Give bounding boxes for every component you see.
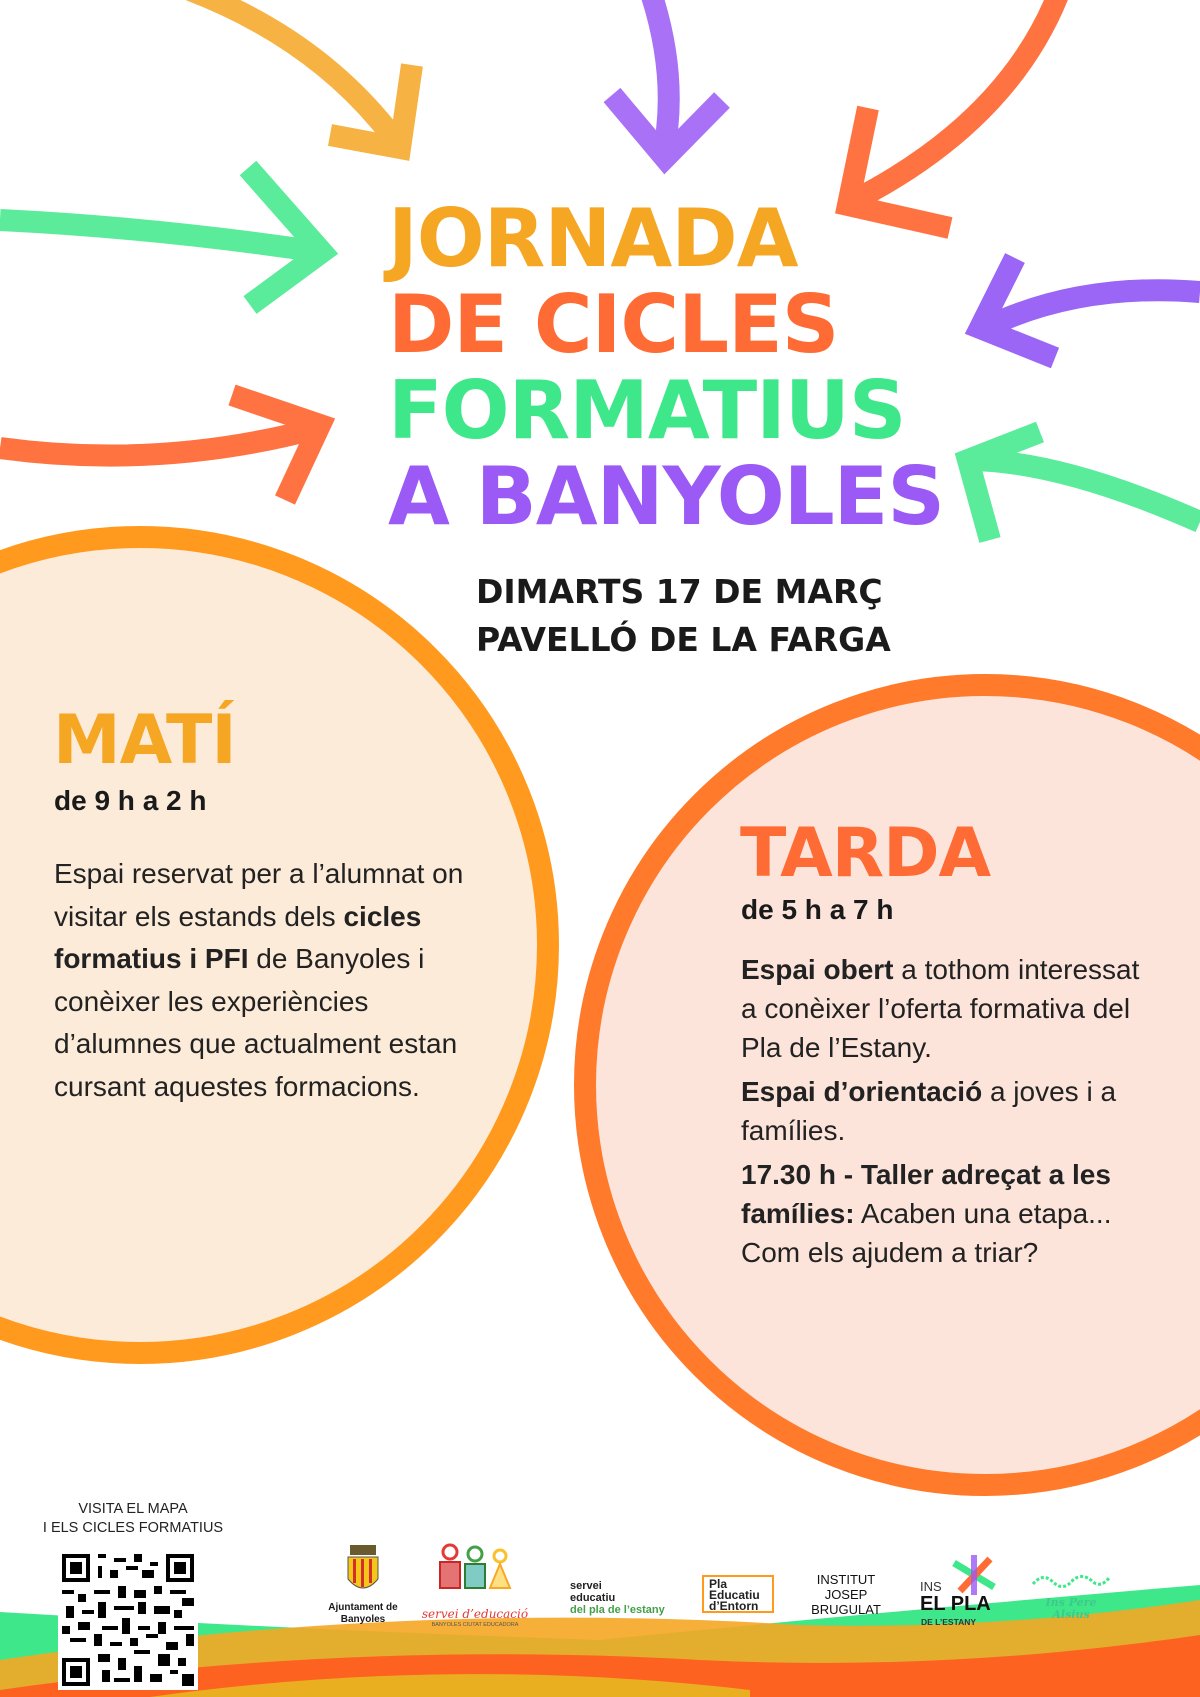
tarda-description (741, 950, 1151, 1277)
tarda-p2-rest: a joves i a famílies. (741, 1076, 1117, 1146)
logo-servei-educatiu[interactable] (570, 1580, 665, 1616)
children-figures-icon (430, 1540, 520, 1602)
pla-educatiu-line-3: d’Entorn (709, 1599, 759, 1613)
institut-line-1: INSTITUT (816, 1572, 876, 1587)
ins-pla-line-2: EL PLA (920, 1593, 991, 1615)
qr-code-icon (62, 1554, 194, 1686)
mati-description (54, 853, 484, 1108)
event-date: DIMARTS 17 DE MARÇ (476, 572, 883, 611)
coat-of-arms-icon (344, 1545, 382, 1597)
mati-title: MATÍ (53, 701, 236, 780)
logo-ins-pere-alsius[interactable] (1030, 1572, 1112, 1621)
pla-educatiu-line-1: Pla (709, 1577, 728, 1591)
title-line-2: DE CICLES (388, 278, 839, 371)
logo-institut-josep-brugulat[interactable] (800, 1572, 892, 1617)
mati-text-b: de Banyoles i conèixer les experiències d’alumnes que actualment estan cursant aquestes formacions. (54, 943, 458, 1102)
logo-ajuntament-banyoles[interactable] (318, 1545, 408, 1626)
logo-servei-educacio[interactable] (415, 1540, 535, 1629)
tarda-paragraph-3 (741, 1155, 1151, 1272)
tarda-p3-rest: Acaben una etapa... Com els ajudem a triar? (741, 1198, 1112, 1268)
wave-logo-icon (1031, 1572, 1111, 1592)
arrow-red-top-right-icon (848, 0, 1060, 228)
mati-time: de 9 h a 2 h (54, 785, 207, 816)
servei-educatiu-line-2: educatiu (570, 1592, 616, 1604)
arrow-purple-right-icon (980, 258, 1200, 358)
institut-line-2: JOSEP (824, 1587, 868, 1602)
arrow-green-left-icon (0, 168, 322, 305)
servei-educacio-label: servei d’educació (421, 1607, 529, 1621)
ins-pla-line-3: DE L’ESTANY (921, 1617, 977, 1627)
ajuntament-label: Ajuntament de Banyoles (328, 1602, 398, 1625)
ins-pla-line-1: INS (920, 1579, 942, 1594)
tarda-p3-bold: 17.30 h - Taller adreçat a les famílies: (741, 1159, 1111, 1229)
arrow-yellow-icon (190, 0, 412, 148)
star-burst-icon (950, 1555, 998, 1595)
qr-caption-line-2: I ELS CICLES FORMATIUS (42, 1520, 224, 1536)
tarda-p1-rest: a tothom interessat a conèixer l’oferta formativa del Pla de l’Estany. (741, 954, 1140, 1063)
event-venue: PAVELLÓ DE LA FARGA (476, 620, 891, 659)
title-line-3: FORMATIUS (388, 364, 906, 457)
qr-caption (28, 1500, 238, 1538)
logo-pla-educatiu-entorn[interactable] (702, 1575, 774, 1613)
arrow-red-left-icon (0, 395, 320, 500)
qr-code[interactable] (58, 1550, 198, 1690)
title-line-4: A BANYOLES (388, 450, 944, 543)
mati-text-a: Espai reservat per a l’alumnat on visitar els estands dels (54, 858, 464, 932)
tarda-p1-bold: Espai obert (741, 954, 894, 985)
arrow-green-right-icon (968, 432, 1200, 540)
institut-line-3: BRUGULAT (811, 1602, 881, 1617)
tarda-p2-bold: Espai d’orientació (741, 1076, 983, 1107)
title-line-1: JORNADA (388, 192, 798, 285)
pla-educatiu-line-2: Educatiu (709, 1588, 760, 1602)
tarda-paragraph-1 (741, 950, 1151, 1067)
servei-educacio-sub: BANYOLES CIUTAT EDUCADORA (431, 1622, 519, 1628)
tarda-title: TARDA (740, 814, 991, 893)
tarda-time: de 5 h a 7 h (741, 894, 894, 925)
tarda-paragraph-2 (741, 1072, 1151, 1150)
servei-educatiu-line-1: servei (570, 1580, 602, 1592)
pere-alsius-label: Ins Pere Alsius (1045, 1596, 1097, 1621)
mati-text-bold: cicles formatius i PFI (54, 900, 422, 974)
servei-educatiu-line-3: del pla de l’estany (570, 1604, 665, 1616)
arrow-purple-top-icon (612, 0, 722, 160)
qr-caption-line-1: VISITA EL MAPA (78, 1501, 188, 1517)
